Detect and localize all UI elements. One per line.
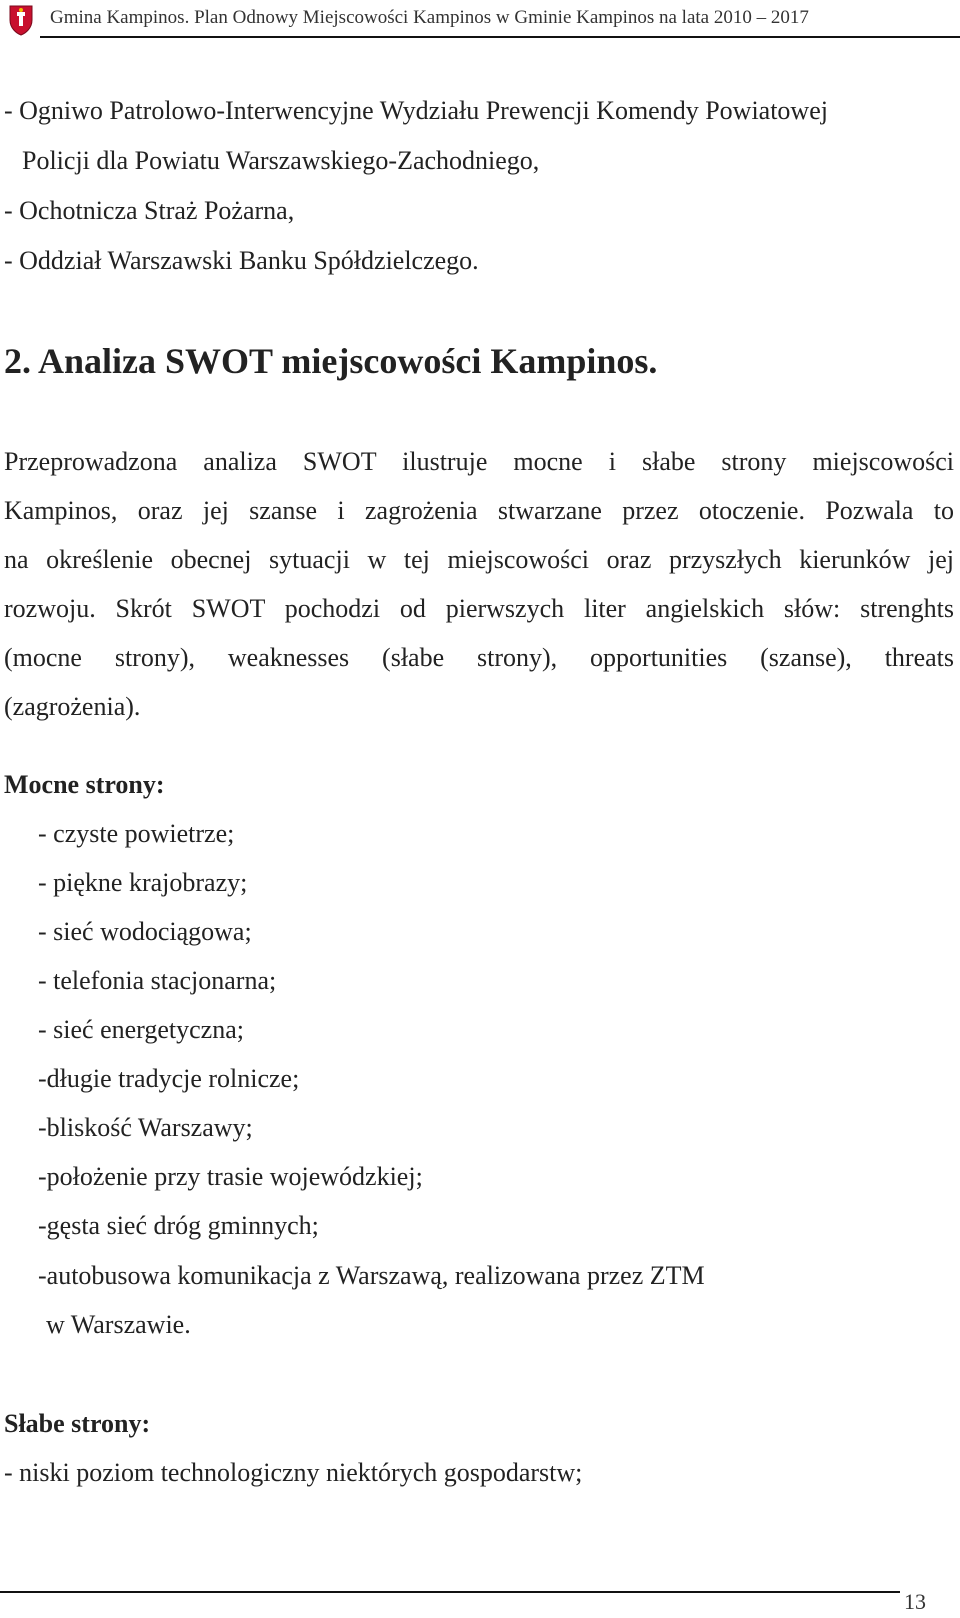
- strength-item: - czyste powietrze;: [38, 819, 235, 848]
- strengths-heading: Mocne strony:: [4, 770, 165, 799]
- document-title: Gmina Kampinos. Plan Odnowy Miejscowości Kampinos w Gminie Kampinos na lata 2010 – 2017: [50, 7, 809, 28]
- page-number: 13: [904, 1589, 926, 1614]
- weakness-item: - niski poziom technologiczny niektórych gospodarstw;: [4, 1458, 583, 1487]
- weaknesses-heading: Słabe strony:: [4, 1409, 151, 1438]
- header-divider: [40, 36, 960, 38]
- intro-list-item: - Oddział Warszawski Banku Spółdzielczego.: [4, 246, 479, 275]
- section-heading: 2. Analiza SWOT miejscowości Kampinos.: [4, 341, 658, 381]
- paragraph-line: rozwoju. Skrót SWOT pochodzi od pierwszych liter angielskich słów: strenghts: [4, 594, 954, 623]
- strength-item: -długie tradycje rolnicze;: [38, 1064, 300, 1093]
- strength-item: -bliskość Warszawy;: [38, 1113, 253, 1142]
- strength-item: - piękne krajobrazy;: [38, 868, 248, 897]
- strength-item: - sieć wodociągowa;: [38, 917, 252, 946]
- strength-item: - sieć energetyczna;: [38, 1015, 244, 1044]
- intro-list-item: - Ochotnicza Straż Pożarna,: [4, 196, 295, 225]
- paragraph-line: Kampinos, oraz jej szanse i zagrożenia stwarzane przez otoczenie. Pozwala to: [4, 496, 954, 525]
- paragraph-line: (zagrożenia).: [4, 692, 141, 721]
- coat-of-arms-icon: [8, 4, 34, 36]
- intro-list-item: - Ogniwo Patrolowo-Interwencyjne Wydziału Prewencji Komendy Powiatowej: [4, 96, 828, 125]
- paragraph-line: (mocne strony), weaknesses (słabe strony), opportunities (szanse), threats: [4, 643, 954, 672]
- strength-item: -autobusowa komunikacja z Warszawą, realizowana przez ZTM: [38, 1261, 705, 1290]
- strength-item: w Warszawie.: [46, 1310, 191, 1339]
- paragraph-line: Przeprowadzona analiza SWOT ilustruje mocne i słabe strony miejscowości: [4, 447, 954, 476]
- strength-item: -gęsta sieć dróg gminnych;: [38, 1211, 319, 1240]
- strength-item: - telefonia stacjonarna;: [38, 966, 277, 995]
- strength-item: -położenie przy trasie wojewódzkiej;: [38, 1162, 423, 1191]
- paragraph-line: na określenie obecnej sytuacji w tej miejscowości oraz przyszłych kierunków jej: [4, 545, 954, 574]
- intro-list-item: Policji dla Powiatu Warszawskiego-Zachodniego,: [22, 146, 540, 175]
- page-header: [0, 0, 960, 40]
- footer-divider: [0, 1591, 900, 1593]
